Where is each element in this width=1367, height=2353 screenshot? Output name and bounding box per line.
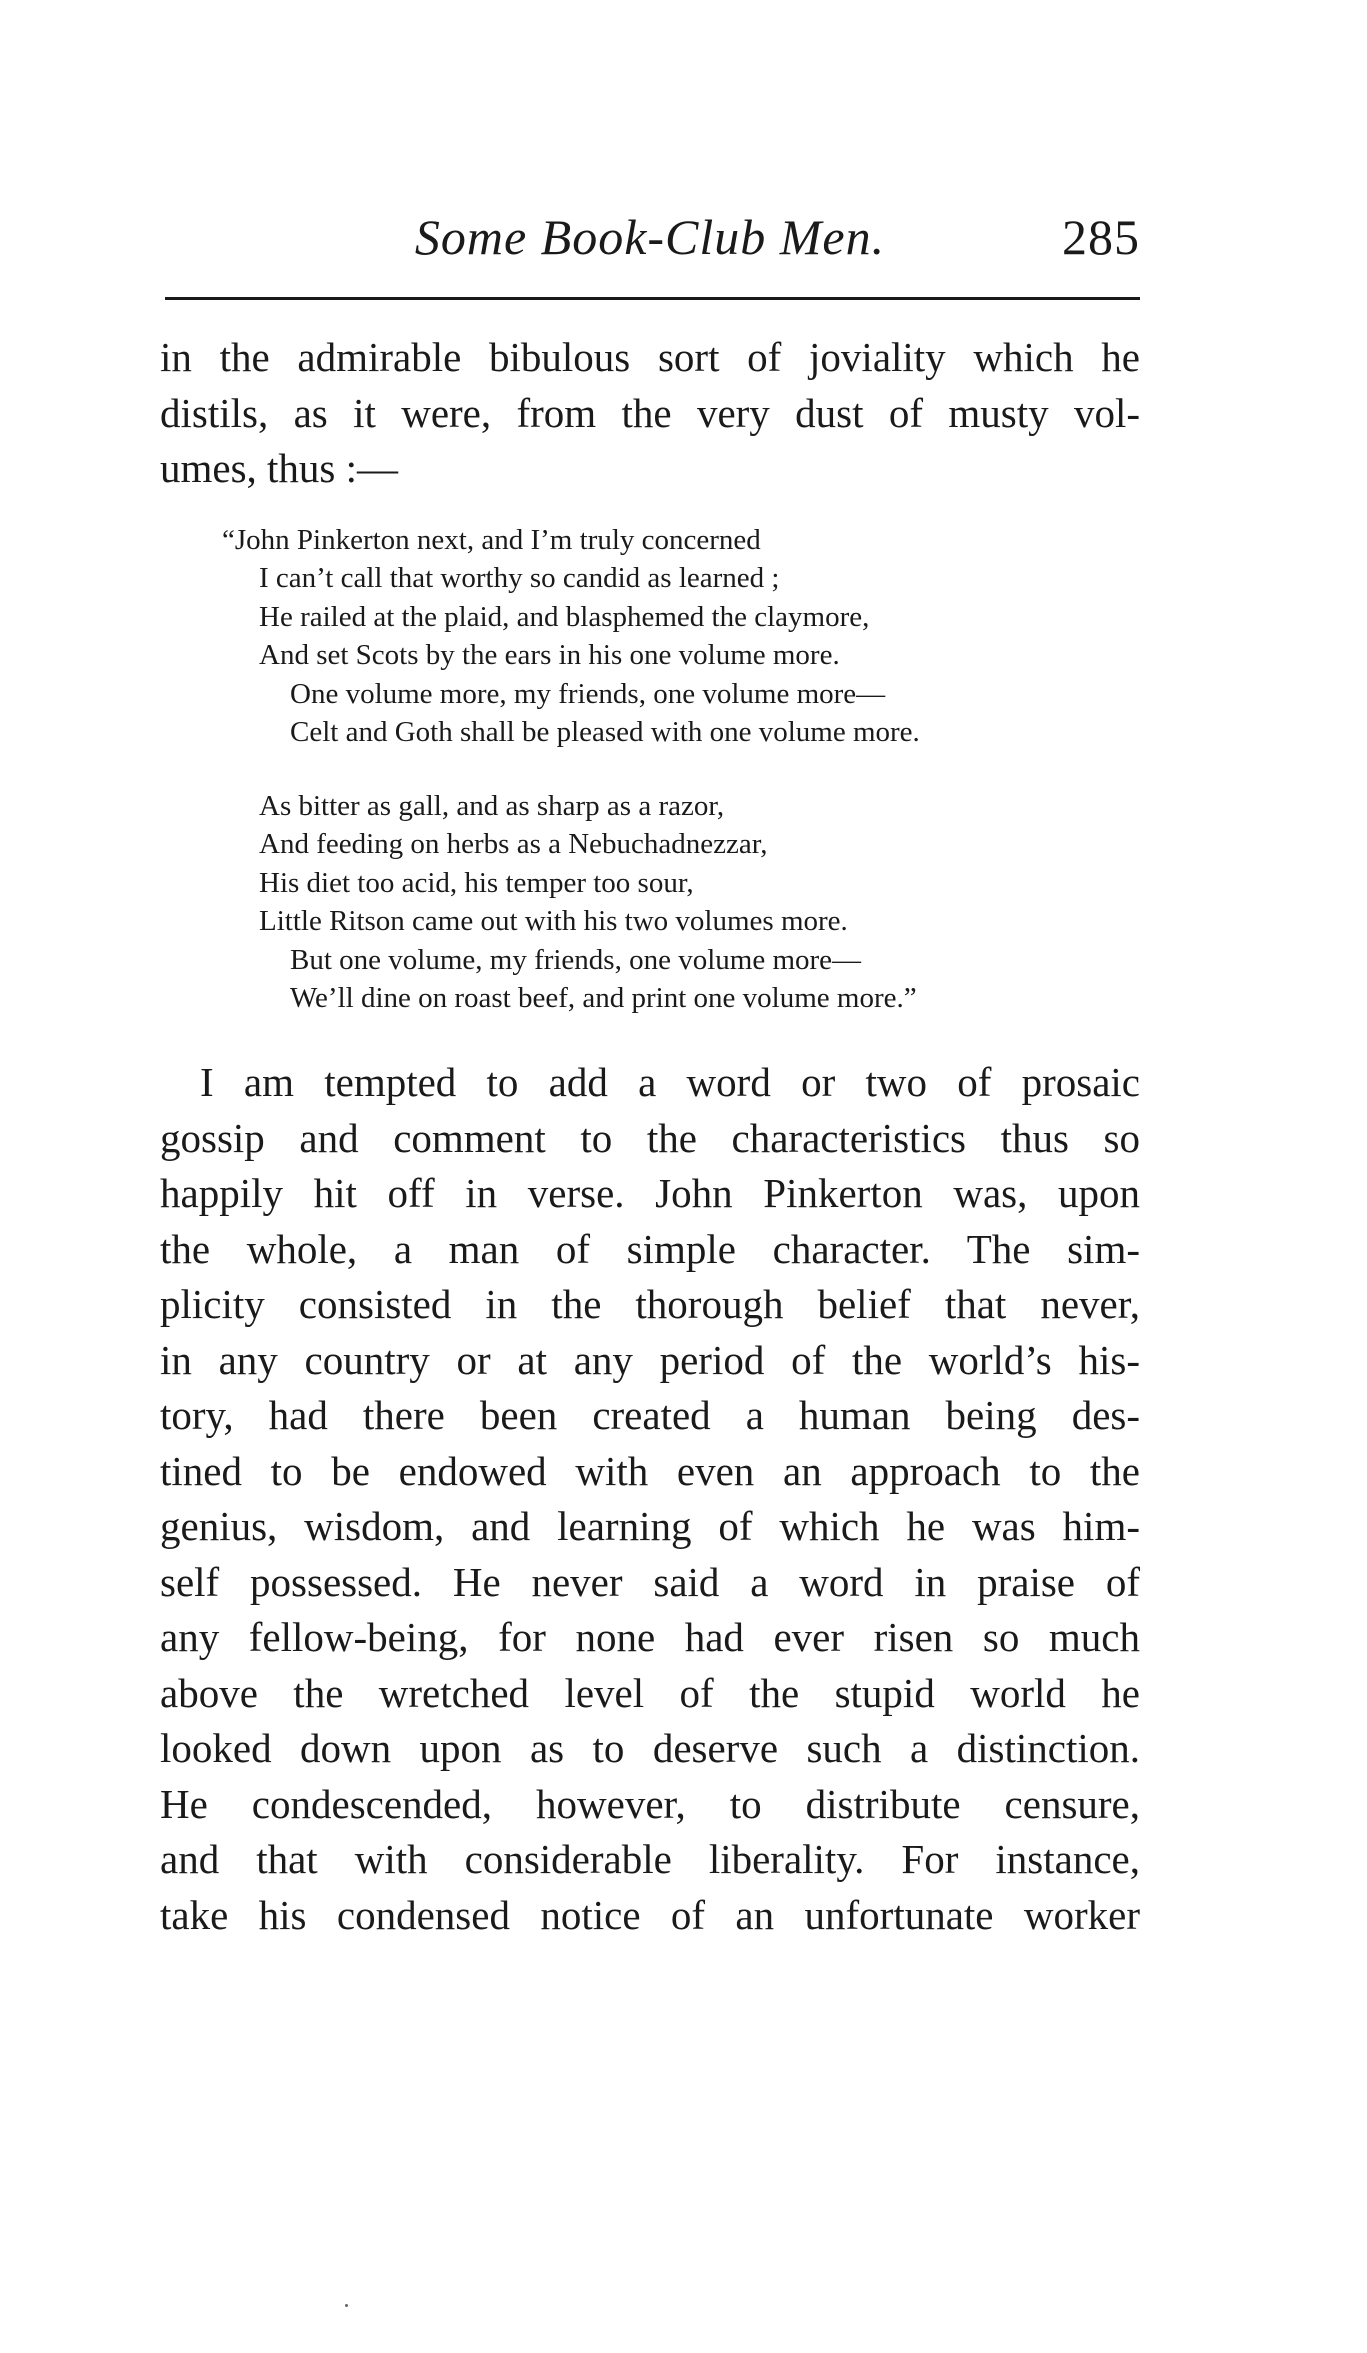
text-line: tory, had there been created a human being des- bbox=[160, 1392, 1140, 1438]
verse-line: I can’t call that worthy so candid as learned ; bbox=[259, 562, 780, 594]
verse-line: And feeding on herbs as a Nebuchadnezzar, bbox=[259, 828, 768, 860]
text-line: above the wretched level of the stupid world he bbox=[160, 1669, 1140, 1716]
text-line: He condescended, however, to distribute censure, bbox=[160, 1780, 1140, 1827]
opening-paragraph bbox=[160, 330, 1140, 497]
verse-line: “John Pinkerton next, and I’m truly concerned bbox=[222, 524, 761, 556]
verse-line: As bitter as gall, and as sharp as a razor, bbox=[259, 790, 725, 822]
text-line: any fellow-being, for none had ever risen so much bbox=[160, 1614, 1140, 1660]
verse-line: His diet too acid, his temper too sour, bbox=[259, 867, 694, 899]
text-line: tined to be endowed with even an approach to the bbox=[160, 1447, 1140, 1494]
ink-speck bbox=[345, 2304, 348, 2307]
verse-line: He railed at the plaid, and blasphemed the claymore, bbox=[259, 601, 870, 633]
text-line: and that with considerable liberality. For instance, bbox=[160, 1836, 1140, 1882]
text-line: I am tempted to add a word or two of prosaic bbox=[200, 1059, 1140, 1105]
text-line: gossip and comment to the characteristics thus so bbox=[160, 1114, 1140, 1161]
text-line: umes, thus :— bbox=[160, 445, 399, 491]
running-head bbox=[160, 208, 1140, 288]
text-line: the whole, a man of simple character. The sim- bbox=[160, 1225, 1140, 1272]
page-number: 285 bbox=[1062, 209, 1140, 265]
text-line: plicity consisted in the thorough belief that never, bbox=[160, 1281, 1140, 1327]
main-paragraph bbox=[160, 1055, 1140, 1943]
text-line: genius, wisdom, and learning of which he was him- bbox=[160, 1503, 1140, 1549]
header-rule bbox=[165, 297, 1140, 300]
text-line: self possessed. He never said a word in praise of bbox=[160, 1558, 1140, 1605]
text-line: take his condensed notice of an unfortunate worker bbox=[160, 1891, 1140, 1938]
text-line: distils, as it were, from the very dust of musty vol- bbox=[160, 389, 1140, 436]
text-line: happily hit off in verse. John Pinkerton was, upon bbox=[160, 1170, 1140, 1216]
running-title: Some Book-Club Men. bbox=[414, 209, 886, 265]
text-line: in any country or at any period of the world’s his- bbox=[160, 1336, 1140, 1383]
verse-line: We’ll dine on roast beef, and print one volume more.” bbox=[290, 982, 917, 1014]
verse-line: And set Scots by the ears in his one volume more. bbox=[259, 639, 840, 671]
verse-line: But one volume, my friends, one volume more— bbox=[290, 944, 862, 976]
text-line: in the admirable bibulous sort of joviality which he bbox=[160, 334, 1140, 380]
verse-line: Little Ritson came out with his two volumes more. bbox=[259, 905, 848, 937]
text-line: looked down upon as to deserve such a distinction. bbox=[160, 1725, 1140, 1771]
verse-line: One volume more, my friends, one volume more— bbox=[290, 678, 886, 710]
verse-line: Celt and Goth shall be pleased with one volume more. bbox=[290, 716, 920, 748]
